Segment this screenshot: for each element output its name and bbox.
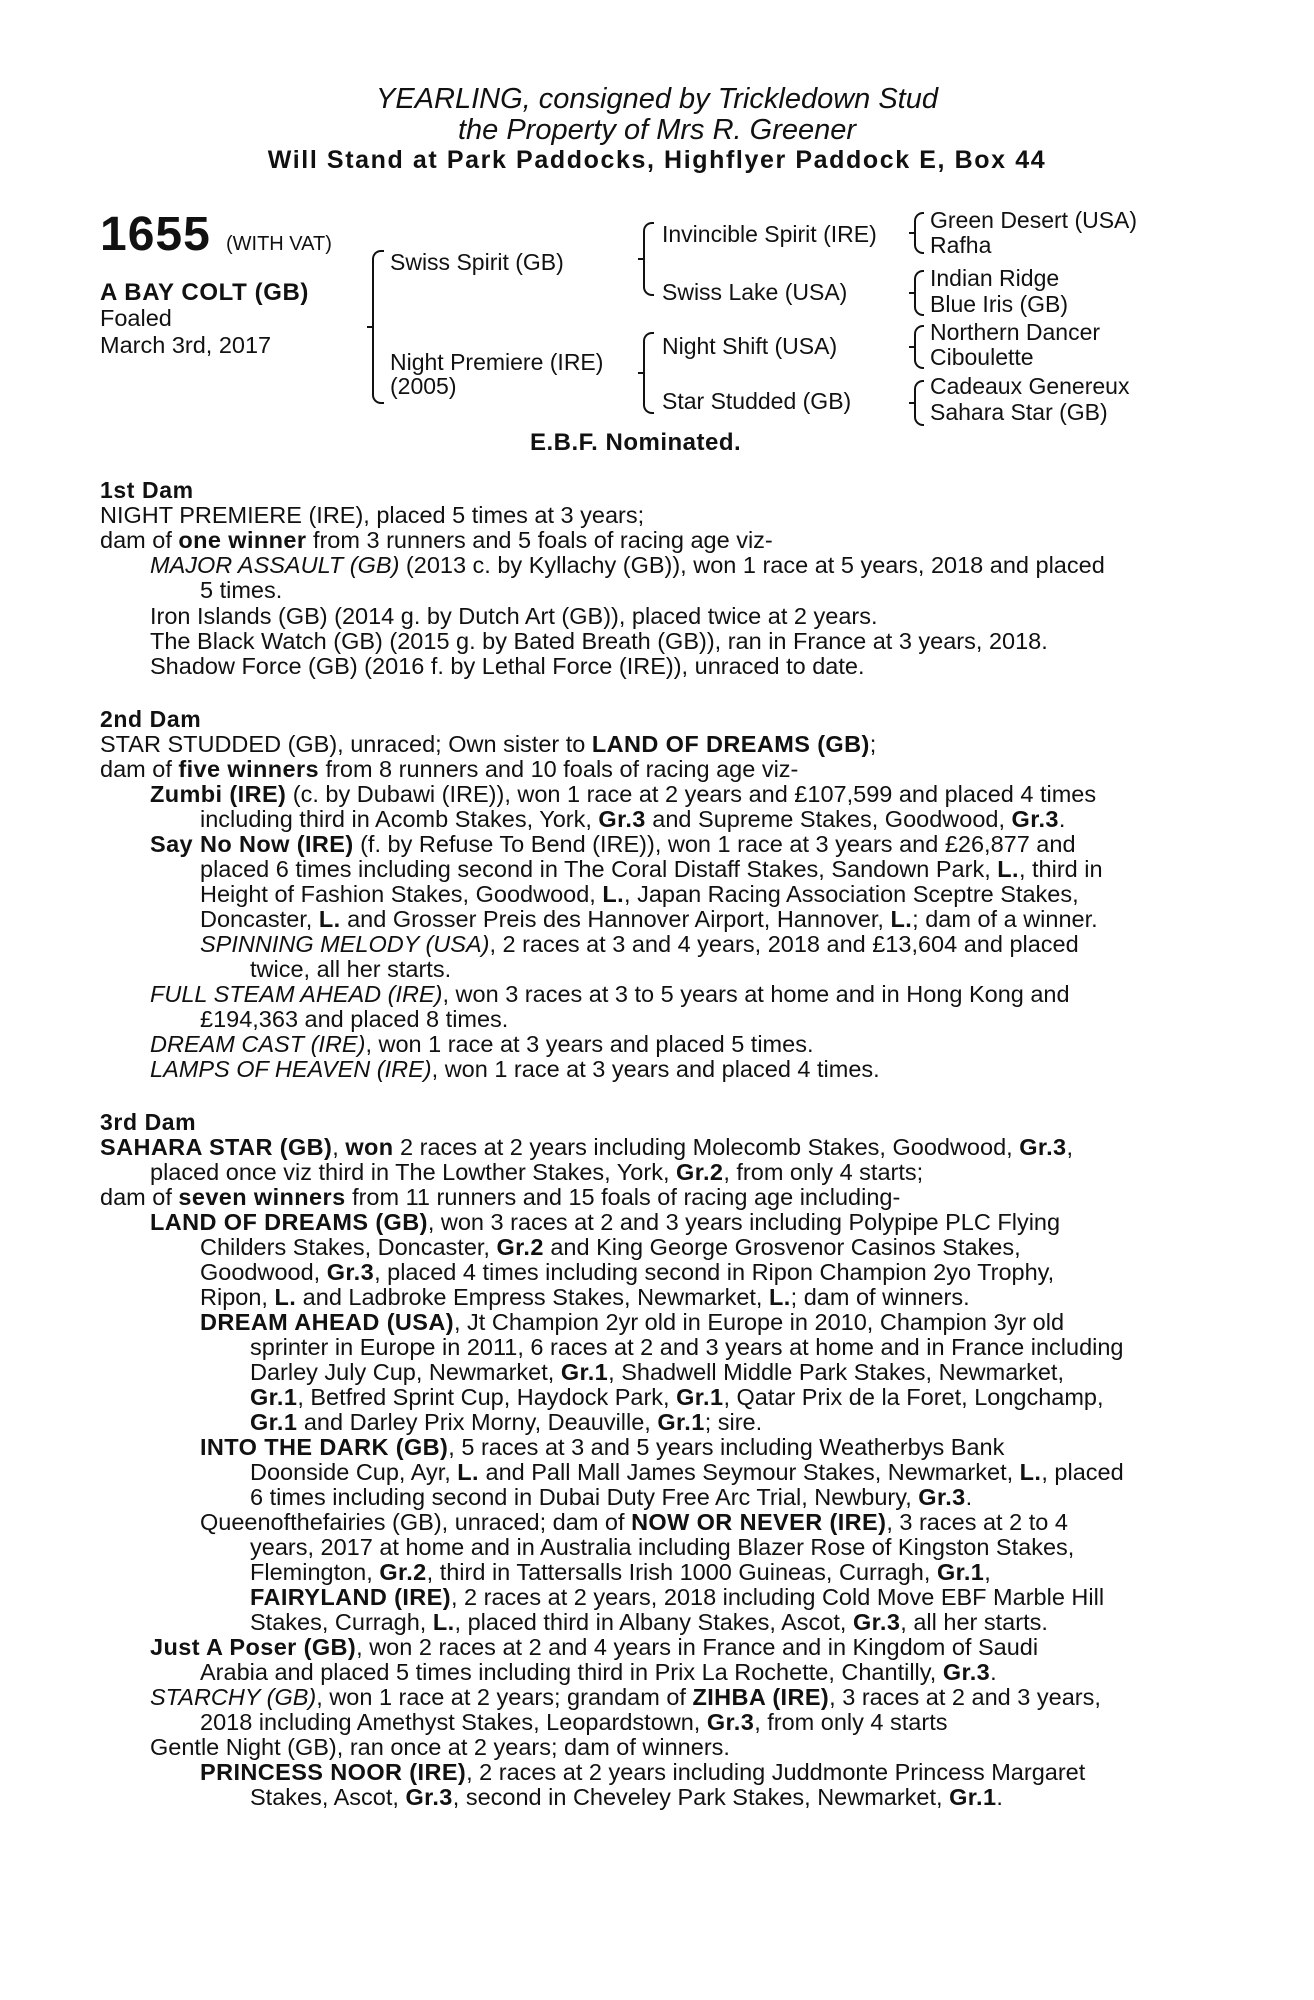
produce-fairyland: FAIRYLAND (IRE), 2 races at 2 years, 2018 including Cold Move EBF Marble Hill [250,1584,1105,1610]
produce-queenofthefairies-cont1: years, 2017 at home and in Australia including Blazer Rose of Kingston Stakes, [250,1534,1075,1560]
pedigree-brace-g4 [914,380,924,426]
pedigree-g7: Cadeaux Genereux [930,373,1130,399]
produce-dream-ahead-cont2: Darley July Cup, Newmarket, Gr.1, Shadwell Middle Park Stakes, Newmarket, [250,1359,1064,1385]
produce-full-steam-ahead: FULL STEAM AHEAD (IRE), won 3 races at 3 to 5 years at home and in Hong Kong and [150,981,1070,1007]
produce-say-no-now-cont1: placed 6 times including second in The Coral Distaff Stakes, Sandown Park, L., third in [200,856,1103,882]
produce-into-the-dark-cont2: 6 times including second in Dubai Duty Free Arc Trial, Newbury, Gr.3. [250,1484,973,1510]
produce-land-of-dreams-cont2: Goodwood, Gr.3, placed 4 times including second in Ripon Champion 2yo Trophy, [200,1259,1055,1285]
produce-dream-ahead: DREAM AHEAD (USA), Jt Champion 2yr old in Europe in 2010, Champion 3yr old [200,1309,1065,1335]
produce-major-assault: MAJOR ASSAULT (GB) (2013 c. by Kyllachy (GB)), won 1 race at 5 years, 2018 and placed [150,552,1105,578]
pedigree-brace-sire [643,222,654,296]
produce-fairyland-cont: Stakes, Curragh, L., placed third in Albany Stakes, Ascot, Gr.3, all her starts. [250,1609,1048,1635]
pedigree-brace-g3 [914,325,924,369]
pedigree-brace-dam [643,332,654,414]
produce-dream-ahead-cont3: Gr.1, Betfred Sprint Cup, Haydock Park, Gr.1, Qatar Prix de la Foret, Longchamp, [250,1384,1104,1410]
pedigree-dam: Night Premiere (IRE) [390,349,604,375]
produce-dream-ahead-cont4: Gr.1 and Darley Prix Morny, Deauville, Gr.1; sire. [250,1409,763,1435]
produce-princess-noor-cont: Stakes, Ascot, Gr.3, second in Cheveley Park Stakes, Newmarket, Gr.1. [250,1784,1003,1810]
pedigree-g1: Green Desert (USA) [930,207,1138,233]
third-dam-line: SAHARA STAR (GB), won 2 races at 2 years including Molecomb Stakes, Goodwood, Gr.3, [100,1134,1074,1160]
produce-lamps-of-heaven: LAMPS OF HEAVEN (IRE), won 1 race at 3 years and placed 4 times. [150,1056,880,1082]
produce-just-a-poser: Just A Poser (GB), won 2 races at 2 and 4 years in France and in Kingdom of Saudi [150,1634,1039,1660]
first-dam-line: NIGHT PREMIERE (IRE), placed 5 times at 3 years; [100,502,645,528]
third-dam-line-cont: placed once viz third in The Lowther Stakes, York, Gr.2, from only 4 starts; [150,1159,924,1185]
produce-zumbi: Zumbi (IRE) (c. by Dubawi (IRE)), won 1 race at 2 years and £107,599 and placed 4 times [150,781,1097,807]
produce-into-the-dark: INTO THE DARK (GB), 5 races at 3 and 5 years including Weatherbys Bank [200,1434,1005,1460]
pedigree-sire: Swiss Spirit (GB) [390,249,564,275]
pedigree-g5: Northern Dancer [930,319,1101,345]
first-dam-produce-summary: dam of one winner from 3 runners and 5 foals of racing age viz- [100,527,773,553]
horse-description: A BAY COLT (GB) [100,279,310,306]
produce-shadow-force: Shadow Force (GB) (2016 f. by Lethal Force (IRE)), unraced to date. [150,653,865,679]
third-dam-produce-summary: dam of seven winners from 11 runners and 15 foals of racing age including- [100,1184,901,1210]
location-line: Will Stand at Park Paddocks, Highflyer Paddock E, Box 44 [267,146,1047,174]
pedigree-g6: Ciboulette [930,344,1034,370]
pedigree-g4: Blue Iris (GB) [930,291,1069,317]
pedigree-dam-year: (2005) [390,373,457,399]
produce-black-watch: The Black Watch (GB) (2015 g. by Bated Breath (GB)), ran in France at 3 years, 2018. [150,628,1048,654]
second-dam-line: STAR STUDDED (GB), unraced; Own sister to LAND OF DREAMS (GB); [100,731,877,757]
pedigree-g2: Rafha [930,232,992,258]
produce-starchy-cont: 2018 including Amethyst Stakes, Leopardstown, Gr.3, from only 4 starts [200,1709,948,1735]
produce-land-of-dreams-cont3: Ripon, L. and Ladbroke Empress Stakes, Newmarket, L.; dam of winners. [200,1284,970,1310]
property-line: the Property of Mrs R. Greener [457,114,857,146]
pedigree-dam-dam: Star Studded (GB) [662,388,852,414]
produce-gentle-night: Gentle Night (GB), ran once at 2 years; dam of winners. [150,1734,730,1760]
produce-princess-noor: PRINCESS NOOR (IRE), 2 races at 2 years including Juddmonte Princess Margaret [200,1759,1086,1785]
produce-full-steam-ahead-cont: £194,363 and placed 8 times. [200,1006,509,1032]
produce-into-the-dark-cont1: Doonside Cup, Ayr, L. and Pall Mall James Seymour Stakes, Newmarket, L., placed [250,1459,1124,1485]
produce-dream-cast: DREAM CAST (IRE), won 1 race at 3 years and placed 5 times. [150,1031,814,1057]
produce-starchy: STARCHY (GB), won 1 race at 2 years; grandam of ZIHBA (IRE), 3 races at 2 and 3 years, [150,1684,1101,1710]
produce-zumbi-cont: including third in Acomb Stakes, York, Gr.3 and Supreme Stakes, Goodwood, Gr.3. [200,806,1066,832]
pedigree-sire-sire: Invincible Spirit (IRE) [662,221,877,247]
produce-queenofthefairies-cont2: Flemington, Gr.2, third in Tattersalls Irish 1000 Guineas, Curragh, Gr.1, [250,1559,991,1585]
pedigree-brace-g2 [914,270,924,316]
third-dam-title: 3rd Dam [100,1109,197,1135]
produce-say-no-now: Say No Now (IRE) (f. by Refuse To Bend (IRE)), won 1 race at 3 years and £26,877 and [150,831,1076,857]
produce-iron-islands: Iron Islands (GB) (2014 g. by Dutch Art (GB)), placed twice at 2 years. [150,603,878,629]
produce-queenofthefairies: Queenofthefairies (GB), unraced; dam of NOW OR NEVER (IRE), 3 races at 2 to 4 [200,1509,1068,1535]
second-dam-produce-summary: dam of five winners from 8 runners and 10 foals of racing age viz- [100,756,799,782]
produce-just-a-poser-cont: Arabia and placed 5 times including third in Prix La Rochette, Chantilly, Gr.3. [200,1659,997,1685]
produce-say-no-now-cont3: Doncaster, L. and Grosser Preis des Hannover Airport, Hannover, L.; dam of a winner. [200,906,1098,932]
foaled-label: Foaled [100,305,172,331]
produce-say-no-now-cont2: Height of Fashion Stakes, Goodwood, L., Japan Racing Association Sceptre Stakes, [200,881,1079,907]
pedigree-brace-g1 [914,212,924,254]
produce-major-assault-cont: 5 times. [200,577,283,603]
vat-note: (WITH VAT) [226,233,332,255]
pedigree-g8: Sahara Star (GB) [930,399,1108,425]
ebf-note: E.B.F. Nominated. [530,429,742,456]
pedigree-dam-sire: Night Shift (USA) [662,333,838,359]
produce-dream-ahead-cont1: sprinter in Europe in 2011, 6 races at 2 and 3 years at home and in France including [250,1334,1124,1360]
produce-spinning-melody: SPINNING MELODY (USA), 2 races at 3 and 4 years, 2018 and £13,604 and placed [200,931,1079,957]
lot-number: 1655 [100,208,211,261]
consignor-line: YEARLING, consigned by Trickledown Stud [375,83,938,115]
produce-spinning-melody-cont: twice, all her starts. [250,956,452,982]
produce-land-of-dreams-cont1: Childers Stakes, Doncaster, Gr.2 and King George Grosvenor Casinos Stakes, [200,1234,1021,1260]
produce-land-of-dreams: LAND OF DREAMS (GB), won 3 races at 2 and 3 years including Polypipe PLC Flying [150,1209,1061,1235]
second-dam-title: 2nd Dam [100,706,202,732]
foaled-date: March 3rd, 2017 [100,332,272,358]
first-dam-title: 1st Dam [100,477,194,503]
pedigree-sire-dam: Swiss Lake (USA) [662,279,848,305]
pedigree-g3: Indian Ridge [930,265,1060,291]
pedigree-brace-main [372,250,384,404]
